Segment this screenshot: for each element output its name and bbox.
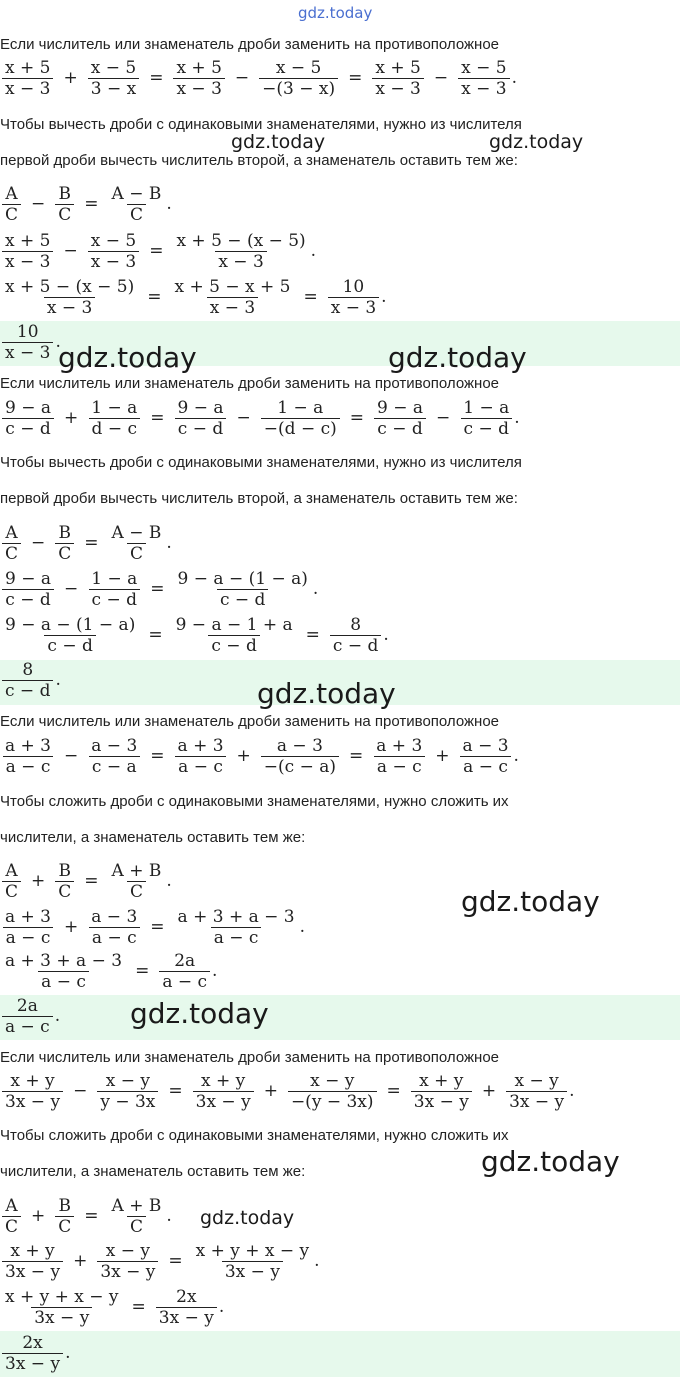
answer-band-4 (0, 1331, 680, 1377)
fraction-denominator: x − 3 (2, 78, 53, 99)
fraction (175, 569, 311, 610)
fraction-denominator: a − c (460, 756, 511, 777)
fraction (55, 1196, 74, 1237)
fraction (2, 736, 54, 777)
fraction-denominator: 3x − y (2, 1091, 63, 1112)
fraction-numerator: x − y (105, 1240, 150, 1261)
fraction-denominator: c − d (89, 589, 140, 610)
fraction (2, 1196, 21, 1237)
fraction-denominator: c − d (2, 680, 53, 701)
rule-swap-text: Если числитель или знаменатель дроби заменить на противоположное (0, 713, 500, 730)
fraction-denominator: a − c (175, 756, 226, 777)
fraction-numerator: x + y + x − y (5, 1286, 119, 1307)
fraction-denominator: c − d (2, 589, 53, 610)
fraction (2, 231, 53, 272)
fraction (175, 398, 227, 439)
answer-fraction (0, 658, 61, 702)
watermark: gdz.today (257, 677, 396, 710)
rule-add-text-line2: числители, а знаменатель оставить тем же: (0, 829, 306, 846)
fraction-denominator: x − 3 (173, 78, 224, 99)
fraction-denominator: c − d (374, 418, 425, 439)
period: . (166, 533, 172, 553)
fraction (97, 1071, 158, 1112)
fraction (374, 398, 426, 439)
period: . (54, 1006, 61, 1026)
fraction-numerator: x + 5 (5, 57, 51, 78)
fraction (2, 951, 125, 992)
fraction-denominator: C (2, 543, 21, 564)
operator: = (349, 746, 364, 766)
fraction (2, 861, 21, 902)
period: . (514, 408, 520, 428)
fraction-denominator: c − d (175, 418, 226, 439)
fraction-denominator: −(d − c) (261, 418, 340, 439)
fraction-denominator: C (55, 1216, 74, 1237)
answer-fraction (0, 994, 60, 1038)
fraction-numerator: x − 5 (275, 57, 322, 78)
fraction-numerator: a + 3 (5, 906, 52, 927)
rule-add-text-line2: числители, а знаменатель оставить тем же: (0, 1163, 306, 1180)
step1-equation (0, 568, 318, 610)
operator: + (263, 1081, 278, 1101)
fraction (173, 615, 296, 656)
fraction (261, 736, 339, 777)
swap-equation (0, 1068, 575, 1114)
fraction-numerator: a + 3 (5, 735, 52, 756)
fraction-numerator: 10 (16, 321, 39, 342)
operator: − (234, 68, 250, 88)
fraction-numerator: A (5, 860, 18, 881)
answer-band-3 (0, 995, 680, 1040)
fraction-denominator: 3x − y (2, 1353, 63, 1374)
fraction (109, 861, 165, 902)
fraction (458, 58, 509, 99)
operator: + (64, 917, 79, 937)
operator: − (64, 579, 79, 599)
fraction-numerator: A (5, 183, 18, 204)
rule-subtract-text-line2: первой дроби вычесть числитель второй, а знаменатель оставить тем же: (0, 490, 518, 507)
operator: = (131, 1297, 146, 1317)
fraction-denominator: 3x − y (2, 1261, 63, 1282)
fraction-numerator: 9 − a − (1 − a) (5, 614, 136, 635)
fraction-numerator: a − 3 (91, 906, 138, 927)
fraction (2, 277, 137, 318)
fraction (88, 907, 140, 948)
period: . (511, 68, 517, 88)
fraction-numerator: A (5, 1195, 18, 1216)
fraction-numerator: x + 5 − (x − 5) (5, 276, 135, 297)
fraction-numerator: x − 5 (461, 57, 507, 78)
operator: + (481, 1081, 497, 1101)
fraction-denominator: 3x − y (97, 1261, 158, 1282)
fraction (193, 1241, 313, 1282)
fraction-numerator: x − 5 (90, 230, 137, 251)
swap-equation (0, 395, 520, 441)
operator: = (147, 287, 162, 307)
operator: − (31, 533, 46, 553)
answer-fraction (0, 320, 61, 364)
fraction-denominator: x − 3 (458, 78, 509, 99)
rule-subtract-text-line1: Чтобы вычесть дроби с одинаковыми знаменателями, нужно из числителя (0, 454, 522, 471)
fraction-denominator: a − c (89, 927, 140, 948)
operator: = (149, 241, 164, 261)
fraction (2, 523, 21, 564)
period: . (166, 871, 172, 891)
fraction (88, 231, 139, 272)
operator: = (168, 1081, 183, 1101)
watermark: gdz.today (388, 341, 527, 374)
fraction-numerator: x + y + x − y (195, 1240, 310, 1261)
fraction-denominator: 3 − x (88, 78, 139, 99)
fraction-denominator: C (55, 543, 74, 564)
fraction-numerator: x + 5 (176, 57, 222, 78)
fraction-numerator: x + 5 − (x − 5) (176, 230, 306, 251)
operator: = (150, 746, 165, 766)
fraction-numerator: 2a (16, 995, 38, 1016)
fraction (88, 569, 140, 610)
fraction-numerator: x − y (310, 1070, 355, 1091)
fraction (261, 398, 340, 439)
step1-equation (0, 1240, 320, 1282)
operator: = (84, 1206, 99, 1226)
operator: + (236, 746, 251, 766)
fraction-denominator: c − d (330, 635, 381, 656)
fraction-numerator: B (58, 522, 72, 543)
operator: + (31, 871, 46, 891)
fraction (55, 184, 74, 225)
watermark: gdz.today (200, 1207, 295, 1229)
operator: + (31, 1206, 46, 1226)
general-rule-equation (0, 1196, 172, 1236)
operator: = (135, 961, 150, 981)
operator: = (84, 194, 99, 214)
fraction-numerator: 1 − a (277, 397, 324, 418)
fraction-numerator: a + 3 (177, 735, 224, 756)
fraction-numerator: x + y (10, 1240, 55, 1261)
fraction-denominator: c − d (461, 418, 512, 439)
period: . (312, 579, 319, 599)
operator: = (305, 625, 320, 645)
fraction (411, 1071, 472, 1112)
operator: + (63, 68, 78, 88)
operator: = (149, 68, 164, 88)
fraction (2, 907, 54, 948)
step2-equation (0, 276, 387, 318)
fraction-denominator: a − c (3, 927, 54, 948)
fraction-denominator: −(y − 3x) (288, 1091, 377, 1112)
watermark: gdz.today (58, 341, 197, 374)
operator: = (148, 625, 163, 645)
watermark-top: gdz.today (298, 4, 373, 22)
fraction-numerator: A + B (111, 860, 162, 881)
fraction (175, 736, 227, 777)
fraction (173, 58, 224, 99)
operator: = (150, 408, 165, 428)
fraction (460, 398, 512, 439)
fraction-numerator: 9 − a − 1 + a (175, 614, 293, 635)
operator: = (84, 871, 99, 891)
period: . (166, 1206, 172, 1226)
fraction-denominator: x − 3 (88, 251, 139, 272)
rule-subtract-text-line1: Чтобы вычесть дроби с одинаковыми знаменателями, нужно из числителя (0, 116, 522, 133)
operator: = (303, 287, 318, 307)
fraction-numerator: 9 − a (5, 568, 52, 589)
fraction-numerator: x + 5 − x + 5 (174, 276, 291, 297)
fraction (2, 615, 138, 656)
fraction-numerator: a + 3 (376, 735, 423, 756)
fraction (2, 1333, 63, 1374)
answer-fraction (0, 1331, 70, 1375)
fraction (55, 861, 74, 902)
fraction-denominator: C (2, 1216, 21, 1237)
period: . (314, 1251, 320, 1271)
fraction-denominator: x − 3 (207, 297, 258, 318)
fraction-numerator: x + y (419, 1070, 464, 1091)
fraction-numerator: 1 − a (91, 397, 138, 418)
swap-equation (0, 55, 517, 101)
fraction-numerator: B (58, 183, 72, 204)
general-rule-equation (0, 861, 172, 901)
fraction-denominator: x − 3 (372, 78, 423, 99)
fraction-numerator: a − 3 (276, 735, 323, 756)
fraction-denominator: C (55, 204, 74, 225)
watermark: gdz.today (489, 131, 584, 153)
period: . (513, 746, 519, 766)
fraction-numerator: 8 (350, 614, 362, 635)
fraction-denominator: a − c (211, 927, 262, 948)
fraction-denominator: a − c (38, 971, 89, 992)
period: . (383, 625, 389, 645)
fraction-numerator: x + y (10, 1070, 55, 1091)
period: . (166, 194, 172, 214)
fraction-numerator: A − B (111, 183, 162, 204)
operator: + (64, 408, 79, 428)
fraction-denominator: y − 3x (97, 1091, 158, 1112)
fraction-denominator: 3x − y (156, 1307, 217, 1328)
fraction-denominator: c − d (44, 635, 95, 656)
fraction-numerator: 9 − a (177, 397, 224, 418)
period: . (381, 287, 387, 307)
fraction-numerator: A + B (111, 1195, 162, 1216)
fraction (259, 58, 338, 99)
fraction-denominator: x − 3 (2, 251, 53, 272)
fraction-numerator: a + 3 + a − 3 (5, 950, 123, 971)
fraction-denominator: a − c (374, 756, 425, 777)
fraction (506, 1071, 567, 1112)
step1-equation (0, 906, 305, 948)
operator: = (168, 1251, 183, 1271)
fraction-denominator: C (55, 881, 74, 902)
step2-equation (0, 1286, 224, 1328)
fraction-denominator: −(3 − x) (259, 78, 338, 99)
period: . (218, 1297, 225, 1317)
period: . (310, 241, 317, 261)
fraction (175, 907, 298, 948)
fraction-denominator: x − 3 (2, 342, 53, 363)
fraction-numerator: 9 − a (377, 397, 424, 418)
general-rule-equation (0, 184, 172, 224)
fraction-denominator: C (127, 1216, 146, 1237)
fraction-numerator: a + 3 + a − 3 (177, 906, 295, 927)
operator: − (31, 194, 46, 214)
fraction (159, 951, 210, 992)
fraction-denominator: C (2, 881, 21, 902)
fraction (2, 1241, 63, 1282)
fraction-denominator: c − d (208, 635, 259, 656)
rule-swap-text: Если числитель или знаменатель дроби заменить на противоположное (0, 375, 500, 392)
fraction-numerator: x + 5 (5, 230, 51, 251)
period: . (299, 917, 305, 937)
fraction-denominator: c − d (217, 589, 268, 610)
fraction-numerator: 2a (174, 950, 196, 971)
fraction (2, 322, 53, 363)
fraction (171, 277, 293, 318)
watermark: gdz.today (461, 885, 600, 918)
fraction-numerator: B (58, 1195, 72, 1216)
period: . (212, 961, 218, 981)
fraction (330, 615, 381, 656)
fraction (88, 58, 139, 99)
step2-equation (0, 950, 217, 992)
fraction (109, 1196, 165, 1237)
fraction (2, 996, 53, 1037)
fraction (193, 1071, 254, 1112)
fraction-numerator: a − 3 (462, 735, 509, 756)
fraction (2, 58, 53, 99)
operator: − (73, 1081, 88, 1101)
operator: = (84, 533, 99, 553)
operator: + (73, 1251, 88, 1271)
period: . (65, 1343, 71, 1363)
fraction (88, 398, 140, 439)
fraction-denominator: c − d (2, 418, 53, 439)
fraction-numerator: 1 − a (463, 397, 510, 418)
fraction-denominator: c − a (89, 756, 140, 777)
fraction-numerator: x − 5 (90, 57, 137, 78)
fraction (2, 1287, 122, 1328)
operator: = (150, 579, 165, 599)
fraction-denominator: 3x − y (506, 1091, 567, 1112)
fraction-denominator: 3x − y (193, 1091, 254, 1112)
fraction-numerator: B (58, 860, 72, 881)
fraction-numerator: 10 (342, 276, 365, 297)
fraction-numerator: 2x (176, 1286, 197, 1307)
fraction (328, 277, 379, 318)
fraction (2, 1071, 63, 1112)
fraction (173, 231, 308, 272)
rule-add-text-line1: Чтобы сложить дроби с одинаковыми знаменателями, нужно сложить их (0, 1127, 509, 1144)
fraction-denominator: 3x − y (411, 1091, 472, 1112)
fraction-numerator: x + 5 (375, 57, 421, 78)
fraction (88, 736, 140, 777)
fraction (55, 523, 74, 564)
general-rule-equation (0, 523, 172, 563)
fraction-denominator: C (127, 881, 146, 902)
fraction-denominator: C (127, 204, 146, 225)
fraction (109, 523, 165, 564)
operator: − (63, 241, 78, 261)
fraction-denominator: a − c (2, 1016, 53, 1037)
period: . (55, 670, 61, 690)
fraction-numerator: 2x (22, 1332, 43, 1353)
fraction-denominator: C (2, 204, 21, 225)
rule-add-text-line1: Чтобы сложить дроби с одинаковыми знаменателями, нужно сложить их (0, 793, 509, 810)
operator: = (386, 1081, 401, 1101)
fraction-denominator: 3x − y (222, 1261, 283, 1282)
fraction (2, 569, 54, 610)
fraction-denominator: a − c (3, 756, 54, 777)
step1-equation (0, 230, 316, 272)
fraction-numerator: a − 3 (91, 735, 138, 756)
fraction (156, 1287, 217, 1328)
fraction-numerator: x − y (105, 1070, 150, 1091)
fraction-denominator: C (127, 543, 146, 564)
fraction (2, 398, 54, 439)
fraction (373, 736, 425, 777)
operator: − (436, 408, 451, 428)
watermark: gdz.today (130, 997, 269, 1030)
fraction (288, 1071, 377, 1112)
fraction-numerator: 8 (22, 659, 34, 680)
fraction (109, 184, 165, 225)
operator: = (150, 917, 165, 937)
fraction-numerator: x − y (514, 1070, 559, 1091)
period: . (55, 332, 61, 352)
rule-swap-text: Если числитель или знаменатель дроби заменить на противоположное (0, 36, 500, 53)
fraction (2, 660, 53, 701)
fraction-denominator: x − 3 (44, 297, 95, 318)
fraction-numerator: 1 − a (91, 568, 138, 589)
period: . (569, 1081, 575, 1101)
fraction (372, 58, 423, 99)
step2-equation (0, 614, 389, 656)
swap-equation (0, 733, 519, 779)
fraction-numerator: x + y (201, 1070, 246, 1091)
fraction-denominator: −(c − a) (261, 756, 339, 777)
fraction (2, 184, 21, 225)
operator: = (349, 408, 365, 428)
fraction-denominator: 3x − y (31, 1307, 92, 1328)
watermark: gdz.today (481, 1145, 620, 1178)
operator: − (64, 746, 79, 766)
rule-subtract-text-line2: первой дроби вычесть числитель второй, а знаменатель оставить тем же: (0, 152, 518, 169)
fraction-denominator: d − c (89, 418, 140, 439)
fraction-denominator: x − 3 (215, 251, 266, 272)
fraction-numerator: 9 − a (5, 397, 52, 418)
rule-swap-text: Если числитель или знаменатель дроби заменить на противоположное (0, 1049, 500, 1066)
fraction (97, 1241, 158, 1282)
operator: − (236, 408, 251, 428)
fraction-denominator: a − c (159, 971, 210, 992)
fraction-denominator: x − 3 (328, 297, 379, 318)
operator: = (348, 68, 363, 88)
fraction-numerator: A (5, 522, 18, 543)
operator: − (433, 68, 449, 88)
fraction-numerator: A − B (111, 522, 162, 543)
operator: + (435, 746, 450, 766)
fraction (460, 736, 512, 777)
watermark: gdz.today (231, 131, 326, 153)
fraction-numerator: 9 − a − (1 − a) (177, 568, 308, 589)
